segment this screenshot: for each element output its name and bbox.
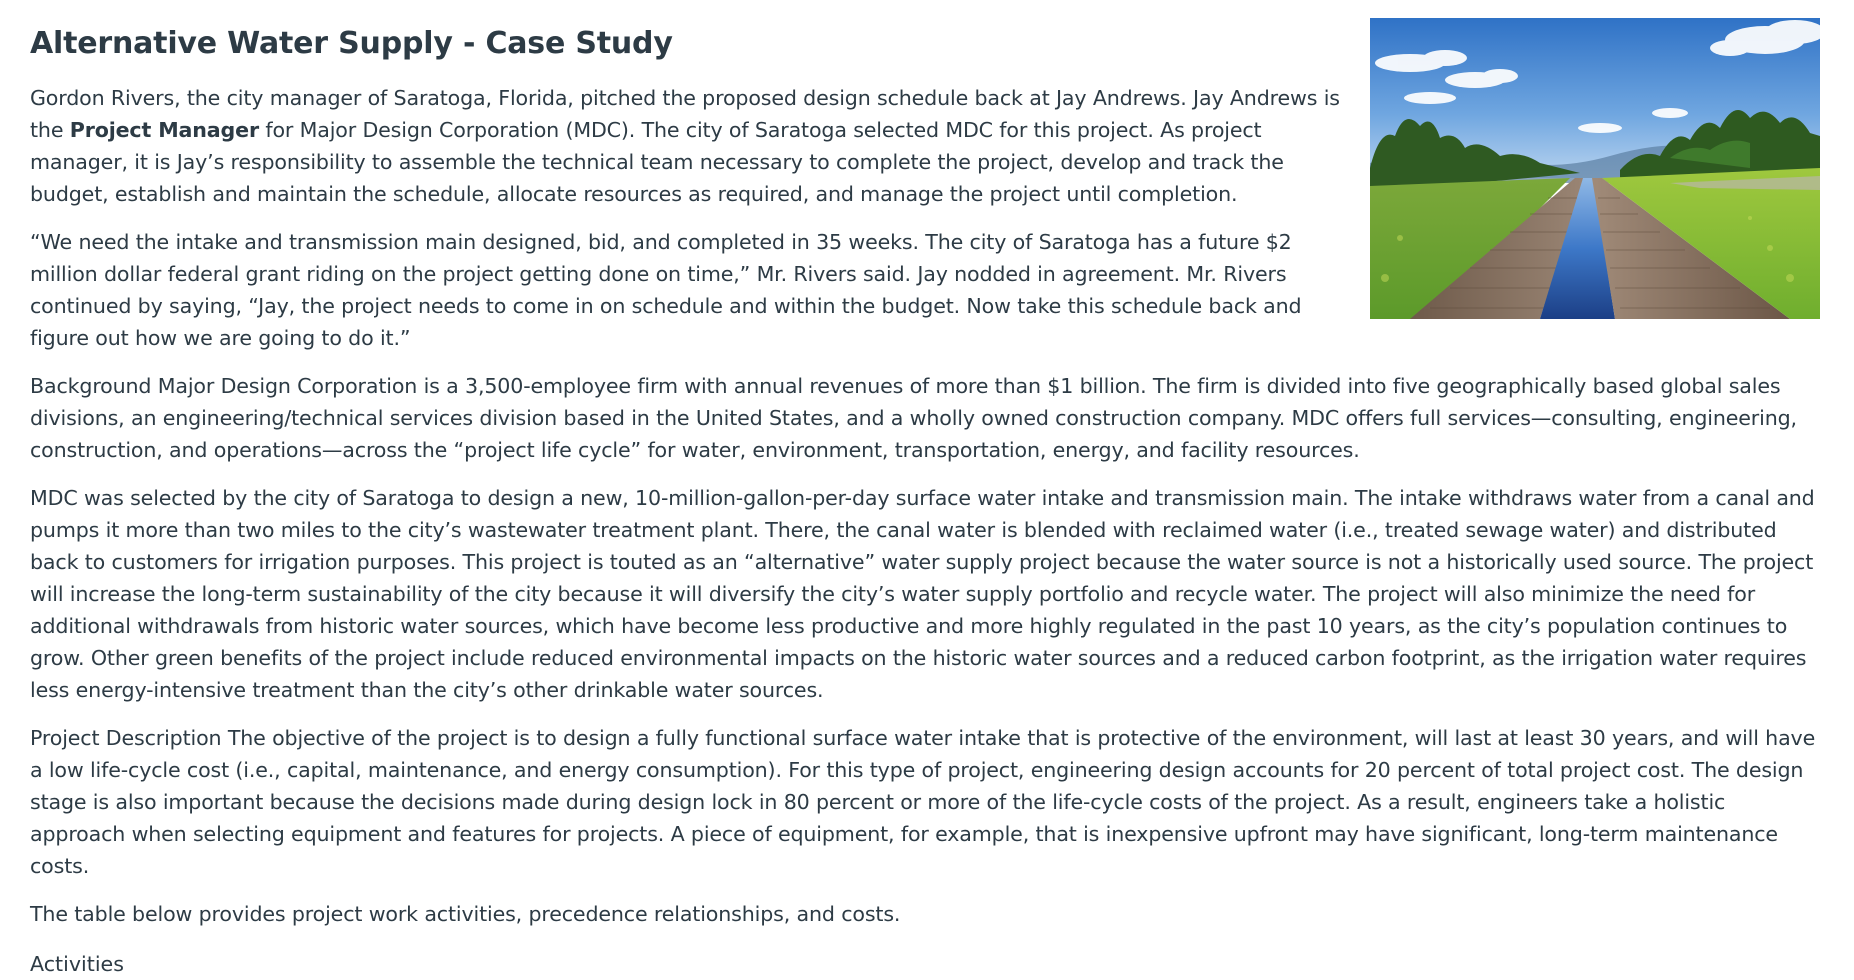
activities-heading: Activities [30,952,124,976]
paragraph-project: MDC was selected by the city of Saratoga to design a new, 10-million-gallon-per-day surface water intake and transmission main. The intake withdraws water from a canal and pumps it more than two miles to the city’s wastewater treatment plant. There, the canal water is blended with reclaimed water (i.e., treated sewage water) and distributed back to customers for irrigation purposes. This project is touted as an “alternative” water supply project because the water source is not a historically used source. The project will increase the long-term sustainability of the city because it will diversify the city’s water supply portfolio and recycle water. The project will also minimize the need for additional withdrawals from historic water sources, which have become less productive and more highly regulated in the past 10 years, as the city’s population continues to grow. Other green benefits of the project include reduced environmental impacts on the historic water sources and a reduced carbon footprint, as the irrigation water requires less energy-intensive treatment than the city’s other drinkable water sources. [30,486,1815,702]
paragraph-quote: “We need the intake and transmission main designed, bid, and completed in 35 weeks. The city of Saratoga has a future $2 million dollar federal grant riding on the project getting done on time,” Mr. Rivers said. Jay nodded in agreement. Mr. Rivers continued by saying, “Jay, the project needs to come in on schedule and within the budget. Now take this schedule back and figure out how we are going to do it.” [30,230,1302,350]
paragraph-background: Background Major Design Corporation is a 3,500-employee firm with annual revenues of more than $1 billion. The firm is divided into five geographically based global sales divisions, an engineering/technical services division based in the United States, and a wholly owned construction company. MDC offers full services—consulting, engineering, construction, and operations—across the “project life cycle” for water, environment, transportation, energy, and facility resources. [30,374,1797,462]
project-manager-term: Project Manager [69,118,259,142]
paragraph-table-intro: The table below provides project work activities, precedence relationships, and costs. [30,902,901,926]
case-study-content [30,18,1820,980]
page-title: Alternative Water Supply - Case Study [30,26,673,61]
canal-photo-icon [1370,18,1820,319]
paragraph-intro-before: Gordon Rivers, the city manager of Saratoga, Florida, pitched the proposed design schedule back at Jay Andrews. Jay Andrews is the [30,86,1340,142]
paragraph-intro-after: for Major Design Corporation (MDC). The city of Saratoga selected MDC for this project. As project manager, it is Jay’s responsibility to assemble the technical team necessary to complete the project, develop and track the budget, establish and maintain the schedule, allocate resources as required, and manage the project until completion. [30,118,1284,206]
canal-photo [1370,18,1820,319]
paragraph-description: Project Description The objective of the project is to design a fully functional surface water intake that is protective of the environment, will last at least 30 years, and will have a low life-cycle cost (i.e., capital, maintenance, and energy consumption). For this type of project, engineering design accounts for 20 percent of total project cost. The design stage is also important because the decisions made during design lock in 80 percent or more of the life-cycle costs of the project. As a result, engineers take a holistic approach when selecting equipment and features for projects. A piece of equipment, for example, that is inexpensive upfront may have significant, long-term maintenance costs. [30,726,1816,878]
